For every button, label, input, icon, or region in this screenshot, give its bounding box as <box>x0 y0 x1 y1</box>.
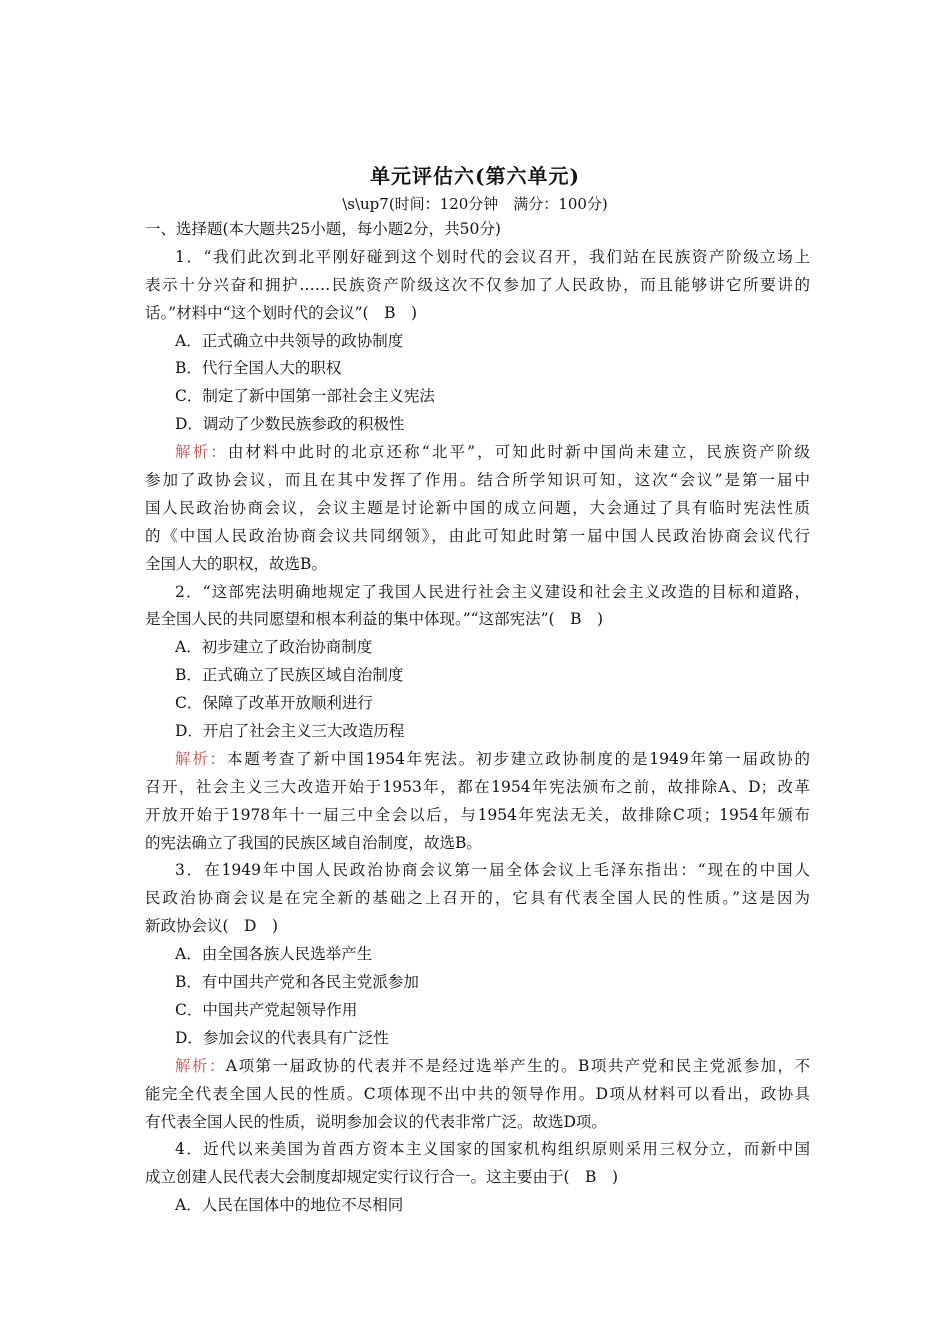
question-3-option-a: A．由全国各族人民选举产生 <box>175 945 373 964</box>
question-3-analysis-line-2: 能完全代表全国人民的性质。C项体现不出中共的领导作用。D项从材料可以看出，政协具 <box>145 1084 810 1103</box>
question-3-option-c: C．中国共产党起领导作用 <box>175 1000 358 1019</box>
question-3-option-b: B．有中国共产党和各民主党派参加 <box>175 973 419 992</box>
question-4-option-a: A．人民在国体中的地位不尽相同 <box>175 1196 404 1215</box>
question-2-analysis-line-1 <box>145 746 810 774</box>
question-2-option-d: D．开启了社会主义三大改造历程 <box>175 722 405 741</box>
question-1-line-3: 话。”材料中“这个划时代的会议”( B ) <box>145 303 418 322</box>
question-3-analysis-line-1 <box>145 1053 810 1081</box>
question-2-line-2: 是全国人民的共同愿望和根本利益的集中体现。”“这部宪法”( B ) <box>145 610 604 629</box>
question-3-option-d: D．参加会议的代表具有广泛性 <box>175 1028 389 1047</box>
question-1-analysis-line-5: 全国人大的职权，故选B。 <box>145 554 327 573</box>
question-3-line-3: 新政协会议( D ) <box>145 917 279 936</box>
question-1-analysis-line-3: 国人民政治协商会议，会议主题是讨论新中国的成立问题，大会通过了具有临时宪法性质 <box>145 498 810 517</box>
page-subtitle: \s\up7(时间：120分钟 满分：100分) <box>342 195 608 213</box>
document-body <box>145 216 810 1220</box>
section-heading: 一、选择题(本大题共25小题，每小题2分，共50分) <box>145 220 501 238</box>
question-3-line-1: 3．在1949年中国人民政治协商会议第一届全体会议上毛泽东指出：“现在的中国人 <box>175 861 810 880</box>
question-2-analysis-line-2: 召开，社会主义三大改造开始于1953年，都在1954年宪法颁布之前，故排除A、D；改革 <box>145 777 810 796</box>
question-2-line-1: 2．“这部宪法明确地规定了我国人民进行社会主义建设和社会主义改造的目标和道路， <box>175 582 810 601</box>
question-1-analysis-line-1 <box>145 439 810 467</box>
question-3-analysis-line-3: 有代表全国人民的性质，说明参加会议的代表非常广泛。故选D项。 <box>145 1112 607 1131</box>
analysis-text: A项第一届政协的代表并不是经过选举产生的。B项共产党和民主党派参加，不 <box>225 1056 810 1075</box>
analysis-text: 本题考查了新中国1954年宪法。初步建立政协制度的是1949年第一届政协的 <box>226 749 810 768</box>
question-1-option-a: A．正式确立中共领导的政协制度 <box>175 331 404 350</box>
analysis-text: 由材料中此时的北京还称“北平”，可知此时新中国尚未建立，民族资产阶级 <box>227 443 810 462</box>
question-2-analysis-line-3: 开放开始于1978年十一届三中全会以后，与1954年宪法无关，故排除C项；1954年颁布 <box>145 805 810 824</box>
question-2-option-a: A．初步建立了政治协商制度 <box>175 638 373 657</box>
analysis-label: 解析： <box>175 1056 226 1075</box>
analysis-label: 解析： <box>175 749 227 768</box>
question-3-line-2: 民政治协商会议是在完全新的基础之上召开的，它具有代表全国人民的性质。”这是因为 <box>145 889 810 908</box>
question-2-option-b: B．正式确立了民族区域自治制度 <box>175 666 404 685</box>
question-2-analysis-line-4: 的宪法确立了我国的民族区域自治制度，故选B。 <box>145 833 482 852</box>
question-1-line-1: 1．“我们此次到北平刚好碰到这个划时代的会议召开，我们站在民族资产阶级立场上 <box>175 247 810 266</box>
question-1-option-d: D．调动了少数民族参政的积极性 <box>175 415 405 434</box>
question-4-line-2: 成立创建人民代表大会制度却规定实行议行合一。这主要由于( B ) <box>145 1168 618 1187</box>
analysis-label: 解析： <box>175 443 228 462</box>
question-1-analysis-line-4: 的《中国人民政治协商会议共同纲领》，由此可知此时第一届中国人民政治协商会议代行 <box>145 526 810 545</box>
question-1-line-2: 表示十分兴奋和拥护……民族资产阶级这次不仅参加了人民政协，而且能够讲它所要讲的 <box>145 275 810 294</box>
question-2-option-c: C．保障了改革开放顺利进行 <box>175 694 373 713</box>
page-title: 单元评估六(第六单元) <box>370 164 580 188</box>
question-1-option-c: C．制定了新中国第一部社会主义宪法 <box>175 387 435 406</box>
question-1-analysis-line-2: 参加了政协会议，而且在其中发挥了作用。结合所学知识可知，这次“会议”是第一届中 <box>145 471 810 490</box>
question-1-option-b: B．代行全国人大的职权 <box>175 359 342 378</box>
question-4-line-1: 4．近代以来美国为首西方资本主义国家的国家机构组织原则采用三权分立，而新中国 <box>175 1140 810 1159</box>
